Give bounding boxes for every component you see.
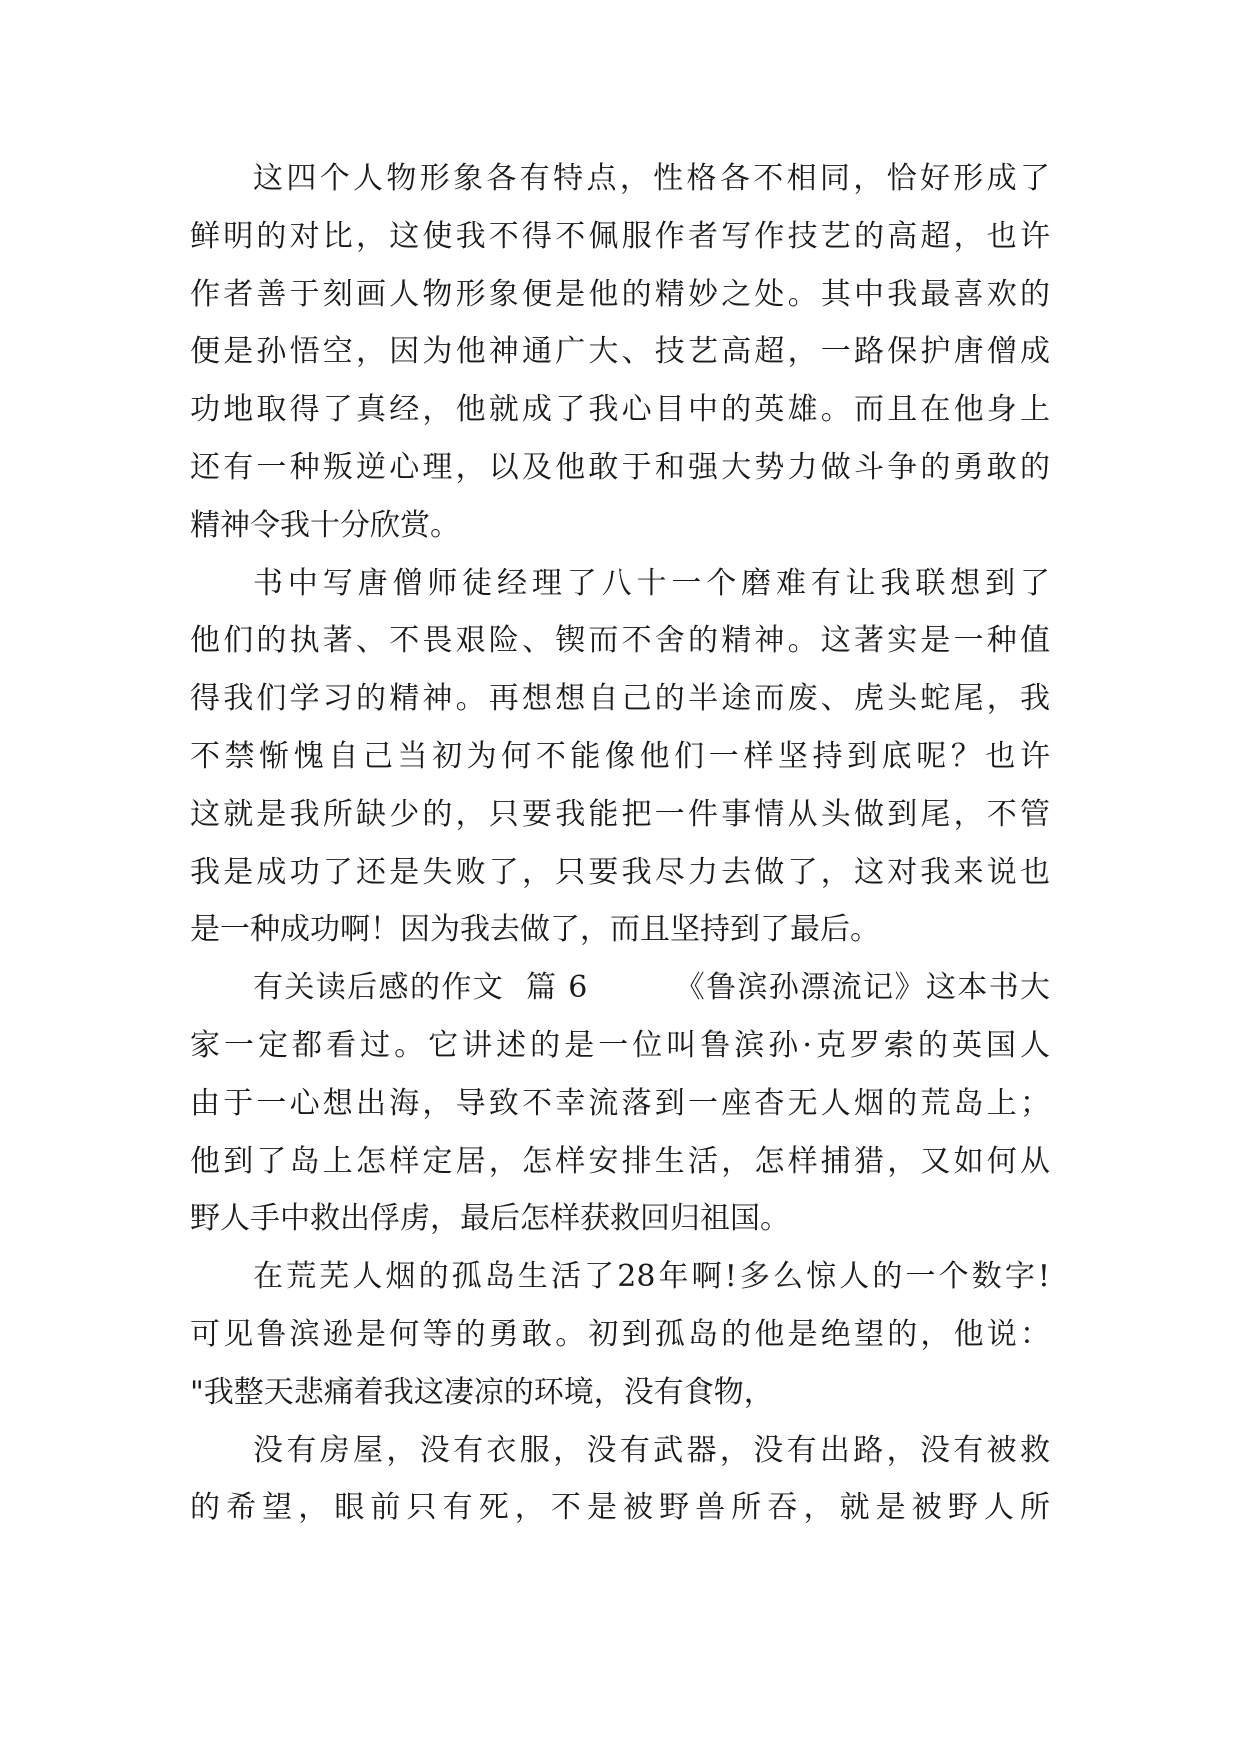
text-line: 这就是我所缺少的，只要我能把一件事情从头做到尾，不管 bbox=[190, 796, 1050, 832]
text-line: 书中写唐僧师徒经理了八十一个磨难有让我联想到了 bbox=[253, 565, 1050, 601]
document-body bbox=[190, 150, 1050, 1537]
text-line: 功地取得了真经，他就成了我心目中的英雄。而且在他身上 bbox=[190, 392, 1050, 428]
text-line: 他们的执著、不畏艰险、锲而不舍的精神。这著实是一种值 bbox=[190, 623, 1050, 659]
text-line: 的希望，眼前只有死，不是被野兽所吞，就是被野人所 bbox=[190, 1490, 1050, 1526]
text-line: 可见鲁滨逊是何等的勇敢。初到孤岛的他是绝望的，他说： bbox=[190, 1316, 1050, 1352]
text-line: 有关读后感的作文 篇 6 《鲁滨孙漂流记》这本书大 bbox=[253, 970, 1050, 1006]
text-line: 家一定都看过。它讲述的是一位叫鲁滨孙·克罗索的英国人 bbox=[190, 1027, 1050, 1063]
text-line: 还有一种叛逆心理，以及他敢于和强大势力做斗争的勇敢的 bbox=[190, 449, 1050, 485]
text-line: 这四个人物形象各有特点，性格各不相同，恰好形成了 bbox=[253, 161, 1050, 196]
text-line: 野人手中救出俘虏，最后怎样获救回归祖国。 bbox=[190, 1201, 790, 1237]
text-line: 精神令我十分欣赏。 bbox=[190, 507, 460, 543]
text-line: 他到了岛上怎样定居，怎样安排生活，怎样捕猎，又如何从 bbox=[190, 1143, 1050, 1179]
text-line: 作者善于刻画人物形象便是他的精妙之处。其中我最喜欢的 bbox=[190, 276, 1050, 312]
text-line: 我是成功了还是失败了，只要我尽力去做了，这对我来说也 bbox=[190, 854, 1050, 890]
text-line: 是一种成功啊！因为我去做了，而且坚持到了最后。 bbox=[190, 912, 880, 948]
text-line: 得我们学习的精神。再想想自己的半途而废、虎头蛇尾，我 bbox=[190, 681, 1050, 717]
text-line: 由于一心想出海，导致不幸流落到一座杳无人烟的荒岛上； bbox=[190, 1085, 1050, 1121]
text-line: "我整天悲痛着我这凄凉的环境，没有食物， bbox=[190, 1374, 774, 1410]
text-line: 在荒芜人烟的孤岛生活了28年啊!多么惊人的一个数字! bbox=[253, 1259, 1050, 1295]
text-line: 不禁惭愧自己当初为何不能像他们一样坚持到底呢？也许 bbox=[190, 738, 1050, 774]
text-line: 鲜明的对比，这使我不得不佩服作者写作技艺的高超，也许 bbox=[190, 218, 1050, 254]
text-line: 没有房屋，没有衣服，没有武器，没有出路，没有被救 bbox=[253, 1432, 1050, 1468]
text-line: 便是孙悟空，因为他神通广大、技艺高超，一路保护唐僧成 bbox=[190, 334, 1050, 370]
